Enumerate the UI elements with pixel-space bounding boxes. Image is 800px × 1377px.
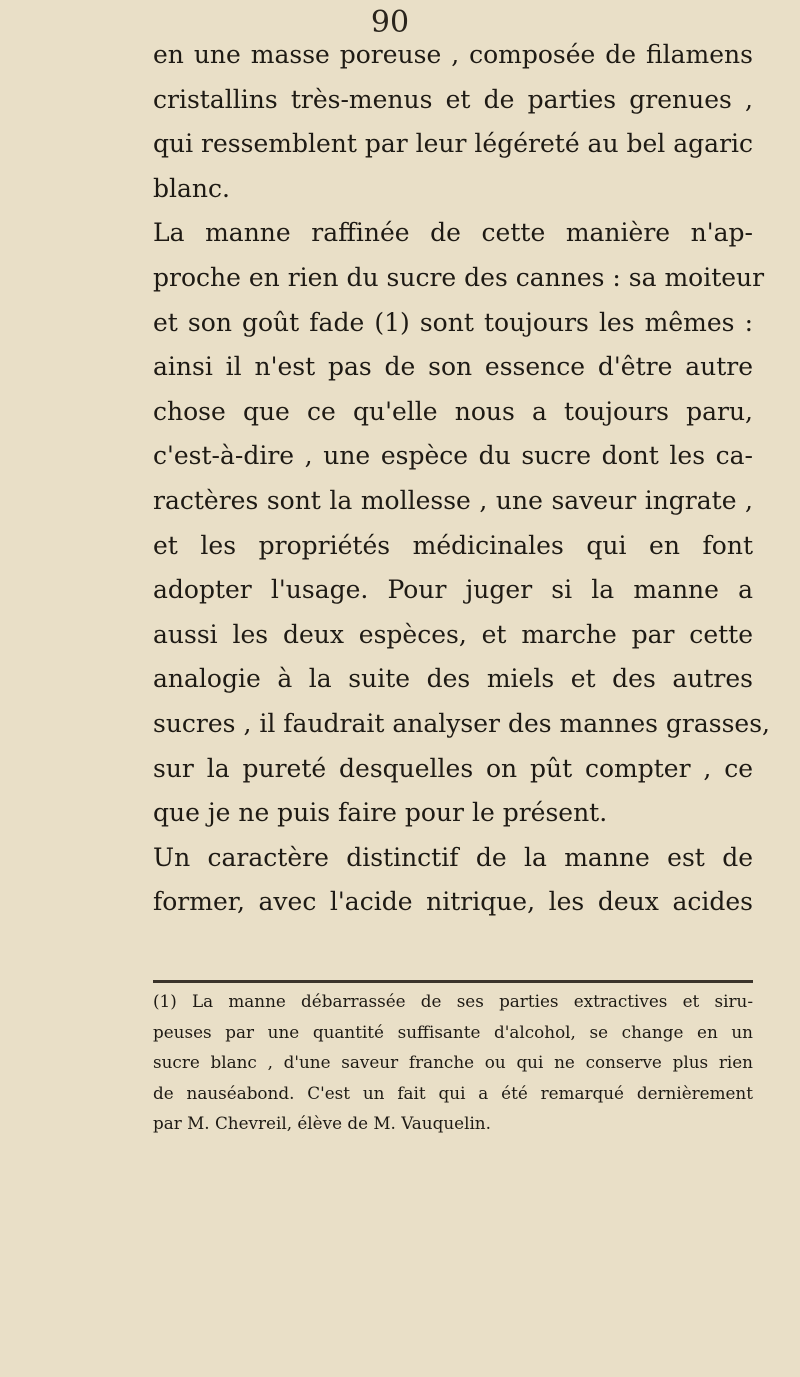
body-line: former, avec l'acide nitrique, les deux acides (153, 887, 753, 917)
footnote-line: (1) La manne débarrassée de ses parties extractives et siru- (153, 991, 753, 1011)
body-line: aussi les deux espèces, et marche par cette (153, 619, 753, 649)
footnote-line: de nauséabond. C'est un fait qui a été remarqué dernièrement (153, 1082, 753, 1103)
footnote-divider (153, 980, 753, 983)
body-line: proche en rien du sucre des cannes : sa moiteur (153, 262, 765, 292)
footnote-line: par M. Chevreil, élève de M. Vauquelin. (153, 1113, 491, 1133)
body-line: c'est-à-dire , une espèce du sucre dont les ca- (153, 441, 753, 471)
body-line: Un caractère distinctif de la manne est de (153, 842, 753, 872)
body-line: sur la pureté desquelles on pût compter , ce (153, 753, 753, 783)
body-line: et les propriétés médicinales qui en font (153, 530, 753, 560)
body-line: que je ne puis faire pour le présent. (153, 798, 608, 828)
body-line: La manne raffinée de cette manière n'ap- (153, 218, 753, 248)
body-line: adopter l'usage. Pour juger si la manne a (153, 575, 753, 605)
body-line: cristallins très-menus et de parties grenues , (153, 84, 753, 114)
body-line: ainsi il n'est pas de son essence d'être autre (153, 352, 753, 382)
body-line: ractères sont la mollesse , une saveur ingrate , (153, 485, 753, 515)
body-line: et son goût fade (1) sont toujours les mêmes : (153, 307, 753, 337)
body-line: analogie à la suite des miels et des autres (153, 664, 753, 694)
body-line: sucres , il faudrait analyser des mannes grasses, (153, 708, 770, 738)
body-line: blanc. (153, 173, 230, 203)
body-line: en une masse poreuse , composée de filamens (153, 40, 753, 69)
footnote-line: sucre blanc , d'une saveur franche ou qui ne conserve plus rien (153, 1052, 753, 1072)
footnote-line: peuses par une quantité suffisante d'alcohol, se change en un (153, 1021, 753, 1042)
page-number: 90 (370, 5, 410, 40)
body-line: qui ressemblent par leur légéreté au bel agaric (153, 129, 754, 159)
body-line: chose que ce qu'elle nous a toujours paru, (153, 396, 753, 426)
main-text (153, 33, 770, 925)
footnote (153, 986, 753, 1139)
